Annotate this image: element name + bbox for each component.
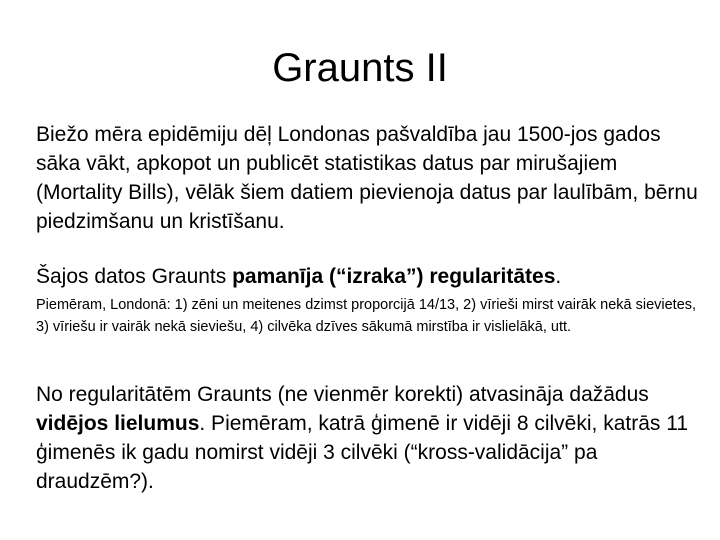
- paragraph-averages-text: No regularitātēm Graunts (ne vienmēr korekti) atvasināja dažādus: [36, 383, 649, 406]
- slide-title: Graunts II: [272, 46, 448, 90]
- paragraph-regularities-text: Šajos datos Graunts: [36, 265, 233, 288]
- paragraph-regularities: [36, 262, 700, 291]
- paragraph-regularities-emphasis: pamanīja (“izraka”) regularitātes: [232, 265, 556, 288]
- paragraph-london-examples: Piemēram, Londonā: 1) zēni un meitenes dzimst proporcijā 14/13, 2) vīrieši mirst vairāk nekā sievietes, 3) vīriešu ir vairāk nekā sieviešu, 4) cilvēka dzīves sākumā mirstība ir vislielākā, utt.: [36, 297, 697, 335]
- paragraph-averages: [36, 380, 700, 496]
- paragraph-regularities-end: .: [555, 265, 562, 288]
- paragraph-mortality-bills: Biežo mēra epidēmiju dēļ Londonas pašvaldība jau 1500-jos gados sāka vākt, apkopot un publicēt statistikas datus par mirušajiem (Mortality Bills), vēlāk šiem datiem pievienoja datus par laulībām, bērnu piedzimšanu un kristīšanu.: [36, 123, 698, 233]
- paragraph-averages-emphasis: vidējos lielumus: [36, 412, 200, 435]
- paragraph-averages-end: . Piemēram, katrā ģimenē ir vidēji 8 cilvēki, katrās 11 ģimenēs ik gadu nomirst vidēji 3 cilvēki (“kross-validācija” pa draudzēm?).: [36, 412, 689, 493]
